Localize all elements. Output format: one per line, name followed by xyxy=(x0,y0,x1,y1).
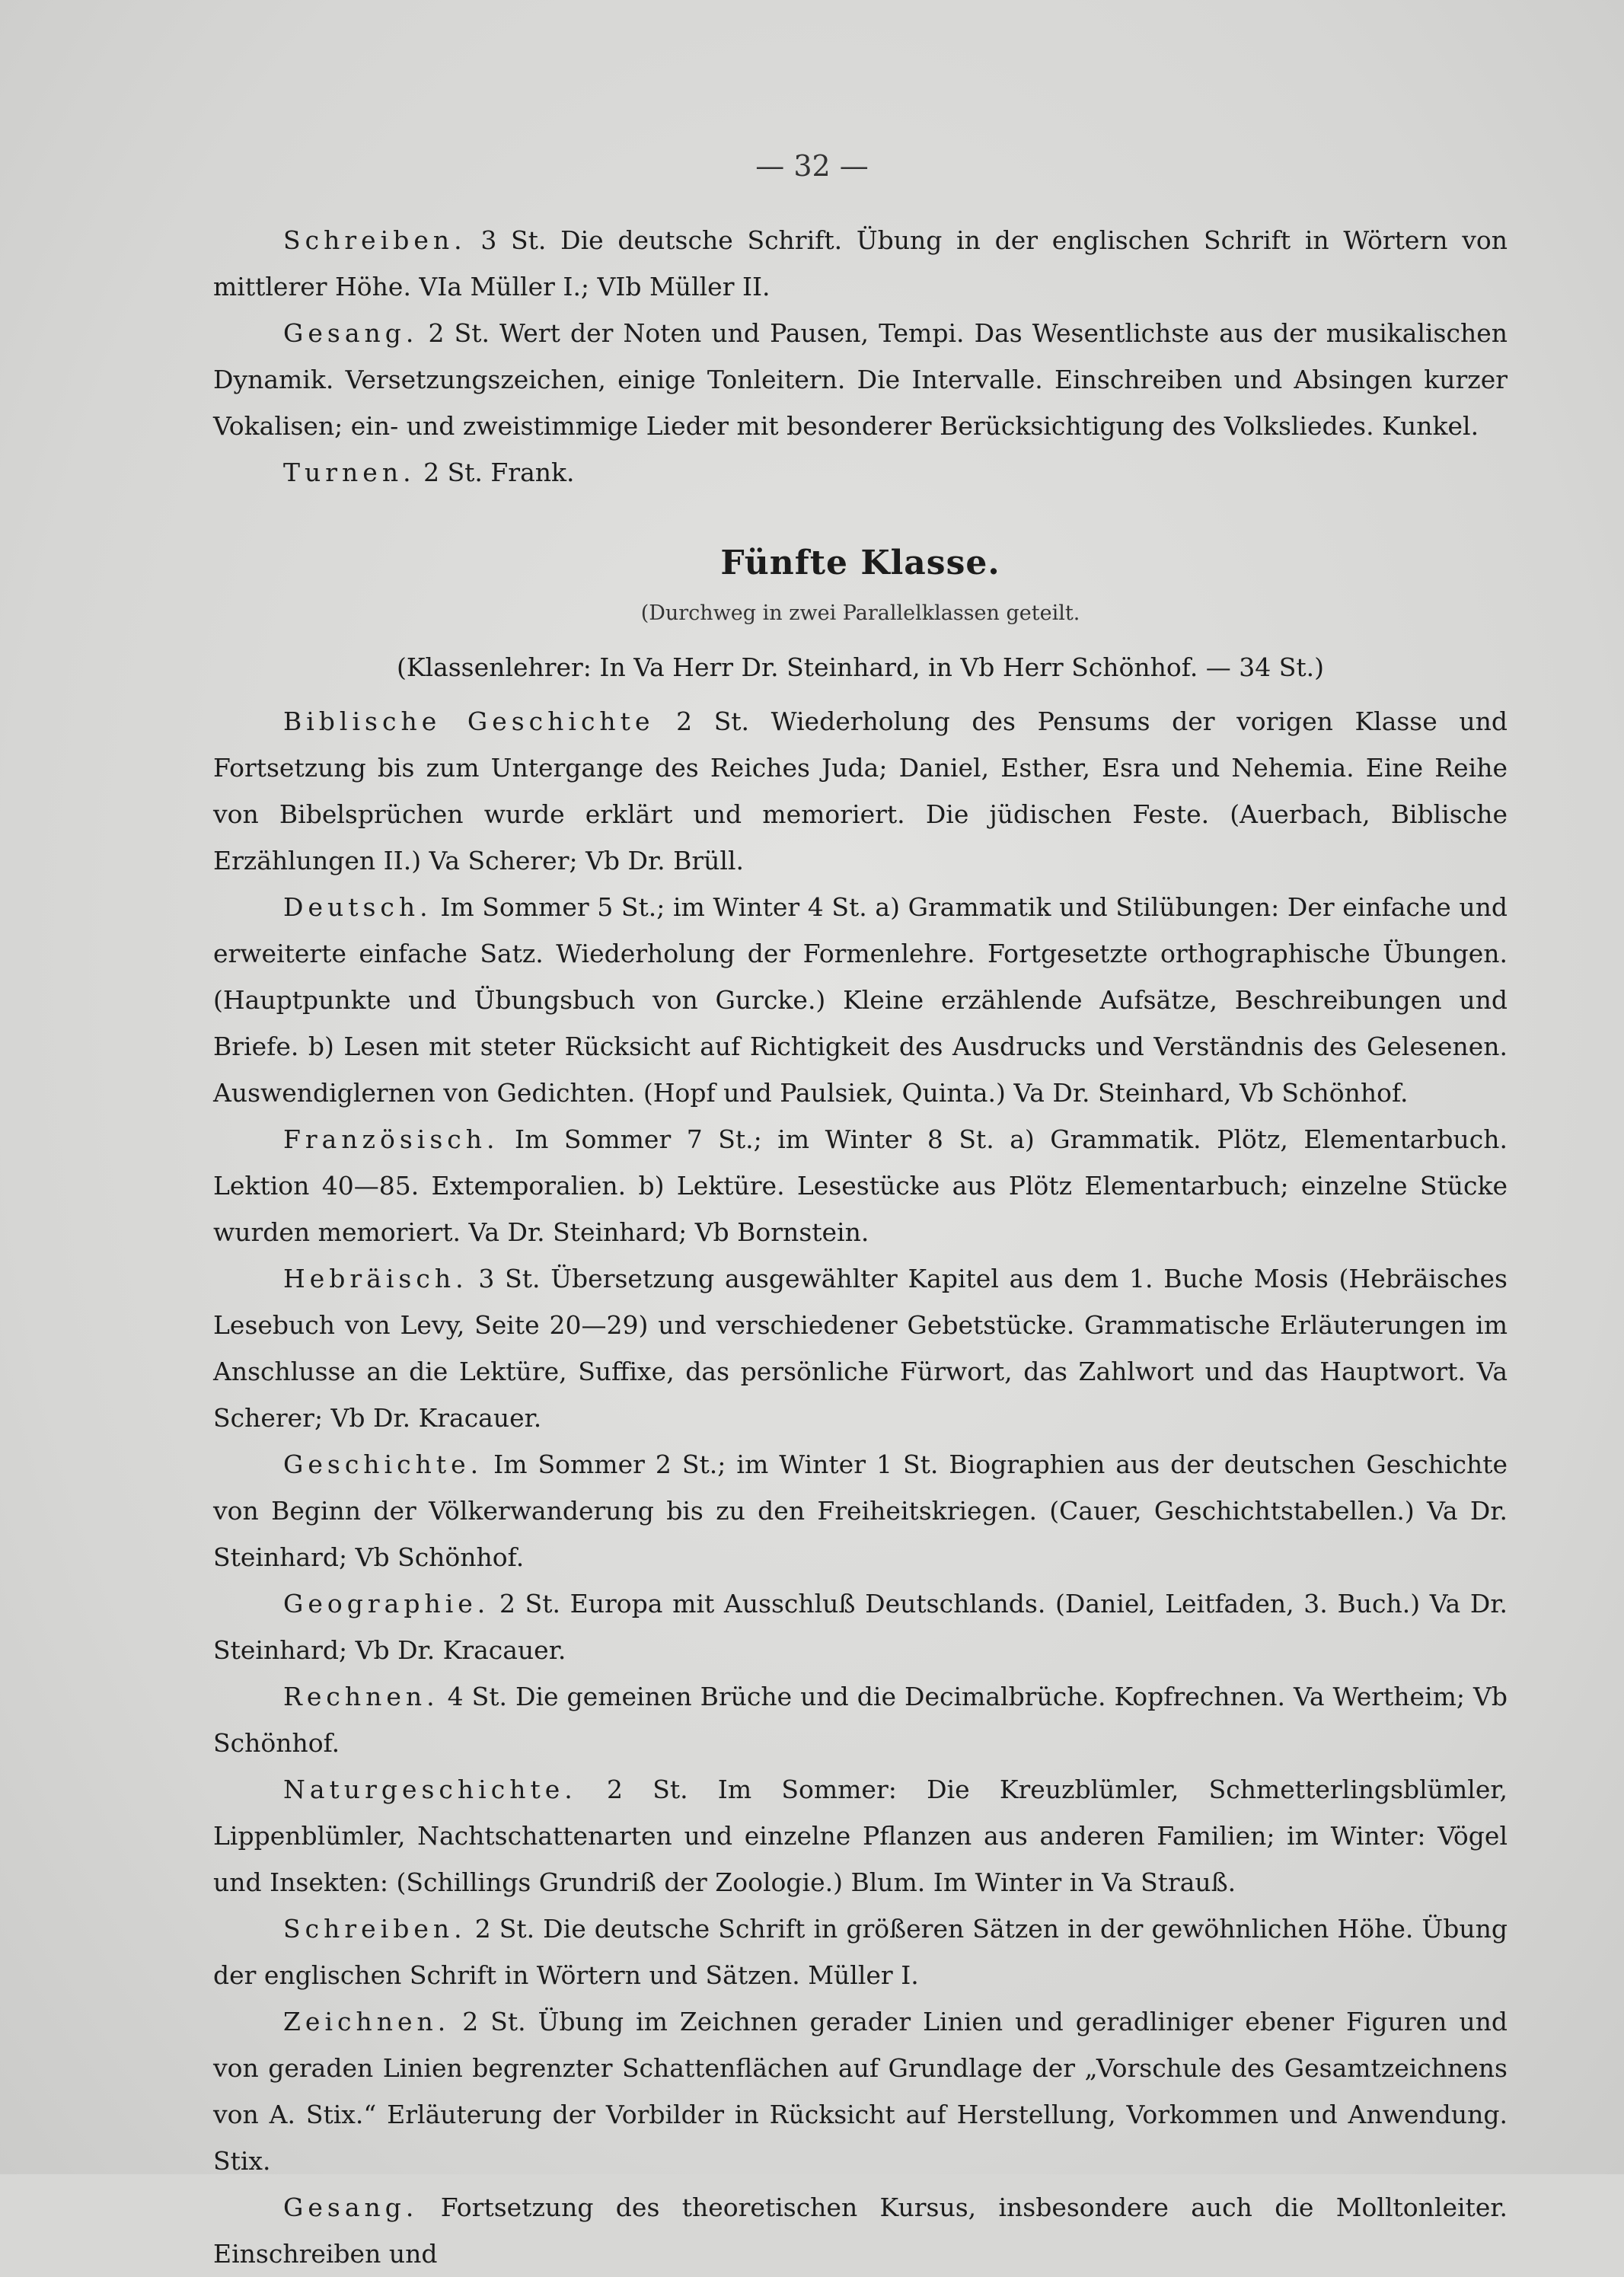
paragraph-gesang-v xyxy=(213,2184,1508,2277)
paragraph-schreiben-v xyxy=(213,1905,1508,1998)
subject-text: Im Sommer 5 St.; im Winter 4 St. a) Grammatik und Stilübungen: Der einfache und erweiterte einfache Satz. Wiederholung der Formenlehre. Fortgesetzte orthographische Übungen. (Hauptpunkte und Übungsbuch von Gurcke.) Kleine erzählende Aufsätze, Beschreibungen und Briefe. b) Lesen mit steter Rücksicht auf Richtigkeit des Ausdrucks und Verständnis des Gelesenen. Auswendiglernen von Gedichten. (Hopf und Paulsiek, Quinta.) Va Dr. Steinhard, Vb Schönhof. xyxy=(213,892,1508,1108)
subject-text: 2 St. Frank. xyxy=(423,458,575,487)
subject-lead: Rechnen. xyxy=(283,1682,439,1711)
subject-text: 2 St. Wert der Noten und Pausen, Tempi. Das Wesentlichste aus der musikalischen Dynamik. Versetzungszeichen, einige Tonleitern. Die Intervalle. Einschreiben und Absingen kurzer Vokalisen; ein- und zweistimmige Lieder mit besonderer Berücksichtigung des Volksliedes. Kunkel. xyxy=(213,318,1508,441)
subject-lead: Hebräisch. xyxy=(283,1264,468,1293)
subject-lead: Schreiben. xyxy=(283,1914,467,1944)
paragraph-zeichnen xyxy=(213,1998,1508,2184)
subject-text: 2 St. Die deutsche Schrift in größeren Sätzen in der gewöhnlichen Höhe. Übung der englischen Schrift in Wörtern und Sätzen. Müller I. xyxy=(213,1914,1508,1990)
subject-text: Im Sommer 2 St.; im Winter 1 St. Biographien aus der deutschen Geschichte von Beginn der Völkerwanderung bis zu den Freiheitskriegen. (Cauer, Geschichtstabellen.) Va Dr. Steinhard; Vb Schönhof. xyxy=(213,1449,1508,1572)
subject-lead: Deutsch. xyxy=(283,892,432,922)
paragraph-deutsch xyxy=(213,884,1508,1116)
section-subtitle: (Durchweg in zwei Parallelklassen geteilt. xyxy=(640,601,1080,625)
subject-text: 3 St. Übersetzung ausgewählter Kapitel aus dem 1. Buche Mosis (Hebräisches Lesebuch von Levy, Seite 20—29) und verschiedener Gebetstücke. Grammatische Erläuterungen im Anschlusse an die Lektüre, Suffixe, das persönliche Fürwort, das Zahlwort und das Hauptwort. Va Scherer; Vb Dr. Kracauer. xyxy=(213,1264,1508,1433)
subject-lead: Biblische Geschichte xyxy=(283,706,655,736)
subject-lead: Naturgeschichte. xyxy=(283,1775,577,1804)
section-title: Fünfte Klasse. xyxy=(720,544,1000,582)
subject-lead: Geographie. xyxy=(283,1589,490,1618)
subject-lead: Schreiben. xyxy=(283,225,467,255)
paragraph-schreiben-vi xyxy=(213,217,1508,310)
subject-text: 3 St. Die deutsche Schrift. Übung in der englischen Schrift in Wörtern von mittlerer Höhe. VIa Müller I.; VIb Müller II. xyxy=(213,225,1508,301)
subject-text: 2 St. Übung im Zeichnen gerader Linien und geradliniger ebener Figuren und von geraden Linien begrenzter Schattenflächen auf Grundlage der „Vorschule des Gesamtzeichnens von A. Stix.“ Erläuterung der Vorbilder in Rücksicht auf Herstellung, Vorkommen und Anwendung. Stix. xyxy=(213,2007,1508,2176)
subject-text: Im Sommer 7 St.; im Winter 8 St. a) Grammatik. Plötz, Elementarbuch. Lektion 40—85. Extemporalien. b) Lektüre. Lesestücke aus Plötz Elementarbuch; einzelne Stücke wurden memoriert. Va Dr. Steinhard; Vb Bornstein. xyxy=(213,1124,1508,1247)
subject-text: 2 St. Europa mit Ausschluß Deutschlands. (Daniel, Leitfaden, 3. Buch.) Va Dr. Steinhard; Vb Dr. Kracauer. xyxy=(213,1589,1508,1665)
subject-lead: Gesang. xyxy=(283,318,419,348)
subject-text: 4 St. Die gemeinen Brüche und die Decimalbrüche. Kopfrechnen. Va Wertheim; Vb Schönhof. xyxy=(213,1682,1508,1758)
paragraph-turnen-vi xyxy=(213,449,1508,496)
paragraph-franzoesisch xyxy=(213,1116,1508,1255)
subject-lead: Gesang. xyxy=(283,2192,419,2222)
subject-lead: Zeichnen. xyxy=(283,2007,451,2036)
subject-text: Fortsetzung des theoretischen Kursus, insbesondere auch die Molltonleiter. Einschreiben und xyxy=(213,2192,1508,2269)
subject-text: 2 St. Im Sommer: Die Kreuzblümler, Schmetterlingsblümler, Lippenblümler, Nachtschattenarten und einzelne Pflanzen aus anderen Familien; im Winter: Vögel und Insekten: (Schillings Grundriß der Zoologie.) Blum. Im Winter in Va Strauß. xyxy=(213,1775,1508,1897)
paragraph-biblische-geschichte xyxy=(213,698,1508,884)
subject-lead: Geschichte. xyxy=(283,1449,483,1479)
subject-lead: Turnen. xyxy=(283,458,416,487)
page-content xyxy=(213,217,1508,2277)
paragraph-gesang-vi xyxy=(213,310,1508,449)
subject-lead: Französisch. xyxy=(283,1124,499,1154)
paragraph-geschichte xyxy=(213,1441,1508,1580)
class-teacher-line: (Klassenlehrer: In Va Herr Dr. Steinhard, in Vb Herr Schönhof. — 34 St.) xyxy=(396,652,1325,682)
paragraph-geographie xyxy=(213,1580,1508,1673)
subject-text: 2 St. Wiederholung des Pensums der vorigen Klasse und Fortsetzung bis zum Untergange des Reiches Juda; Daniel, Esther, Esra und Nehemia. Eine Reihe von Bibelsprüchen wurde erklärt und memoriert. Die jüdischen Feste. (Auerbach, Biblische Erzählungen II.) Va Scherer; Vb Dr. Brüll. xyxy=(213,706,1508,875)
paragraph-naturgeschichte xyxy=(213,1766,1508,1905)
paragraph-rechnen xyxy=(213,1673,1508,1766)
paragraph-hebraeisch xyxy=(213,1255,1508,1441)
page-number: — 32 — xyxy=(755,149,869,183)
